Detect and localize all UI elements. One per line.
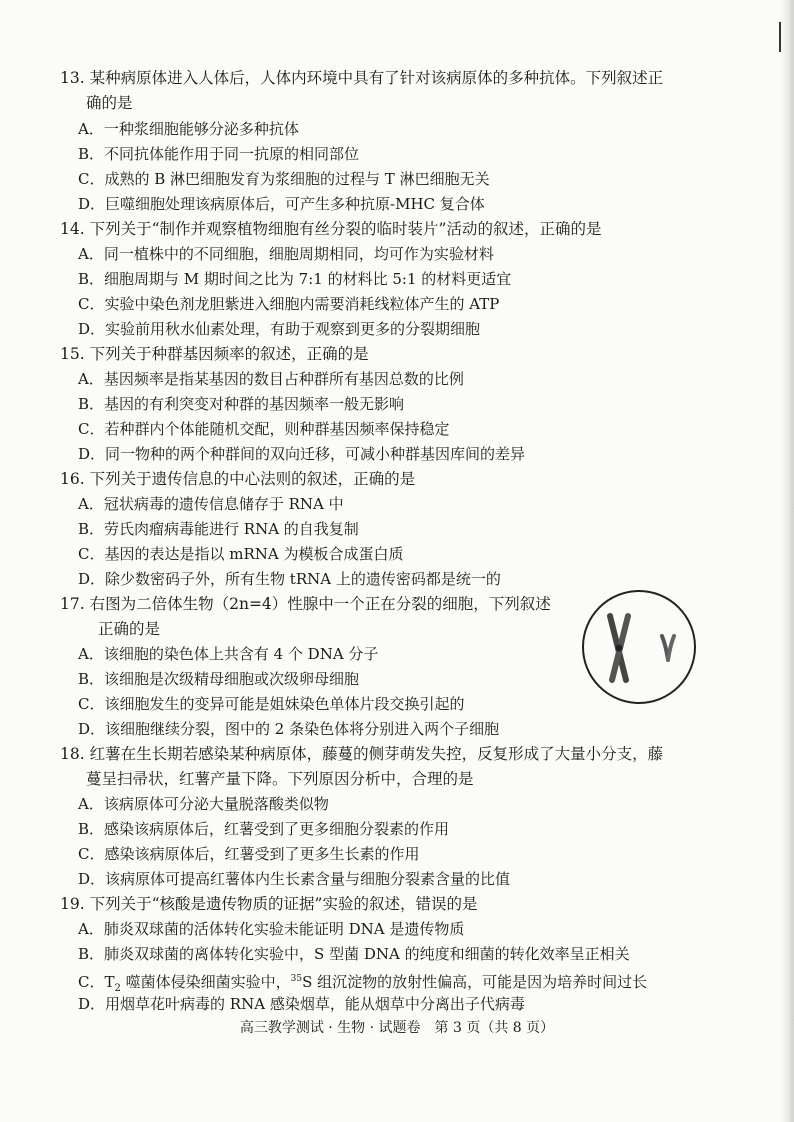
question-17-stem: 17. 右图为二倍体生物（2n=4）性腺中一个正在分裂的细胞，下列叙述: [60, 595, 551, 613]
scan-edge-mark: [779, 22, 781, 52]
question-13-option-d: D．巨噬细胞处理该病原体后，可产生多种抗原-MHC 复合体: [78, 195, 485, 213]
question-18-stem: 18. 红薯在生长期若感染某种病原体，藤蔓的侧芽萌发失控，反复形成了大量小分支，藤: [60, 745, 664, 763]
question-18-option-d: D．该病原体可提高红薯体内生长素含量与细胞分裂素含量的比值: [78, 870, 511, 888]
question-15-option-a: A．基因频率是指某基因的数目占种群所有基因总数的比例: [78, 370, 464, 388]
question-14-option-b: B．细胞周期与 M 期时间之比为 7:1 的材料比 5:1 的材料更适宜: [78, 270, 512, 288]
question-14-option-d: D．实验前用秋水仙素处理，有助于观察到更多的分裂期细胞: [78, 320, 481, 338]
question-19-option-d: D．用烟草花叶病毒的 RNA 感染烟草，能从烟草中分离出子代病毒: [78, 995, 525, 1013]
question-19-option-c: C．$T_2$ 噬菌体侵染细菌实验中，$^{35}$S 组沉淀物的放射性偏高，可能是因为培养时间过长: [78, 973, 648, 994]
small-chromosome: [662, 636, 674, 660]
question-15-option-c: C．若种群内个体能随机交配，则种群基因频率保持稳定: [78, 420, 450, 438]
question-18-option-c: C．感染该病原体后，红薯受到了更多生长素的作用: [78, 845, 420, 863]
cell-division-figure: [580, 588, 698, 706]
question-13-option-b: B．不同抗体能作用于同一抗原的相同部位: [78, 145, 360, 163]
question-18-stem-cont: 蔓呈扫帚状，红薯产量下降。下列原因分析中，合理的是: [86, 770, 474, 788]
question-17-stem-cont: 正确的是: [98, 620, 161, 638]
question-13-stem-cont: 确的是: [86, 94, 133, 112]
question-15-option-d: D．同一物种的两个种群间的双向迁移，可减小种群基因库间的差异: [78, 445, 526, 463]
question-13-option-a: A．一种浆细胞能够分泌多种抗体: [78, 120, 299, 138]
question-16-option-b: B．劳氏肉瘤病毒能进行 RNA 的自我复制: [78, 520, 359, 538]
question-19-option-b: B．肺炎双球菌的离体转化实验中，S 型菌 DNA 的纯度和细菌的转化效率呈正相关: [78, 945, 630, 963]
question-15-stem: 15. 下列关于种群基因频率的叙述，正确的是: [60, 345, 369, 363]
question-13-stem: 13. 某种病原体进入人体后，人体内环境中具有了针对该病原体的多种抗体。下列叙述正: [60, 69, 664, 87]
cell-membrane: [583, 591, 695, 703]
question-16-stem: 16. 下列关于遗传信息的中心法则的叙述，正确的是: [60, 470, 416, 488]
question-14-option-a: A．同一植株中的不同细胞，细胞周期相同，均可作为实验材料: [78, 245, 494, 263]
question-17-option-c: C．该细胞发生的变异可能是姐妹染色单体片段交换引起的: [78, 695, 465, 713]
question-15-option-b: B．基因的有利突变对种群的基因频率一般无影响: [78, 395, 405, 413]
large-chromosome: [610, 616, 628, 680]
question-17-option-b: B．该细胞是次级精母细胞或次级卵母细胞: [78, 670, 360, 688]
question-18-option-b: B．感染该病原体后，红薯受到了更多细胞分裂素的作用: [78, 820, 450, 838]
question-14-stem: 14. 下列关于“制作并观察植物细胞有丝分裂的临时装片”活动的叙述，正确的是: [60, 220, 602, 238]
page-footer: 高三教学测试 · 生物 · 试题卷 第 3 页（共 8 页）: [239, 1020, 555, 1036]
question-19-option-a: A．肺炎双球菌的活体转化实验未能证明 DNA 是遗传物质: [78, 920, 465, 938]
question-16-option-c: C．基因的表达是指以 mRNA 为模板合成蛋白质: [78, 545, 404, 563]
question-16-option-d: D．除少数密码子外，所有生物 tRNA 上的遗传密码都是统一的: [78, 570, 501, 588]
question-17-option-d: D．该细胞继续分裂，图中的 2 条染色体将分别进入两个子细胞: [78, 720, 500, 738]
question-13-option-c: C．成熟的 B 淋巴细胞发育为浆细胞的过程与 T 淋巴细胞无关: [78, 170, 490, 188]
question-16-option-a: A．冠状病毒的遗传信息储存于 RNA 中: [78, 495, 344, 513]
question-14-option-c: C．实验中染色剂龙胆紫进入细胞内需要消耗线粒体产生的 ATP: [78, 295, 500, 313]
question-18-option-a: A．该病原体可分泌大量脱落酸类似物: [78, 795, 329, 813]
question-17-option-a: A．该细胞的染色体上共含有 4 个 DNA 分子: [78, 645, 379, 663]
scan-edge-shadow: [780, 0, 794, 1122]
question-19-stem: 19. 下列关于“核酸是遗传物质的证据”实验的叙述，错误的是: [60, 895, 478, 913]
